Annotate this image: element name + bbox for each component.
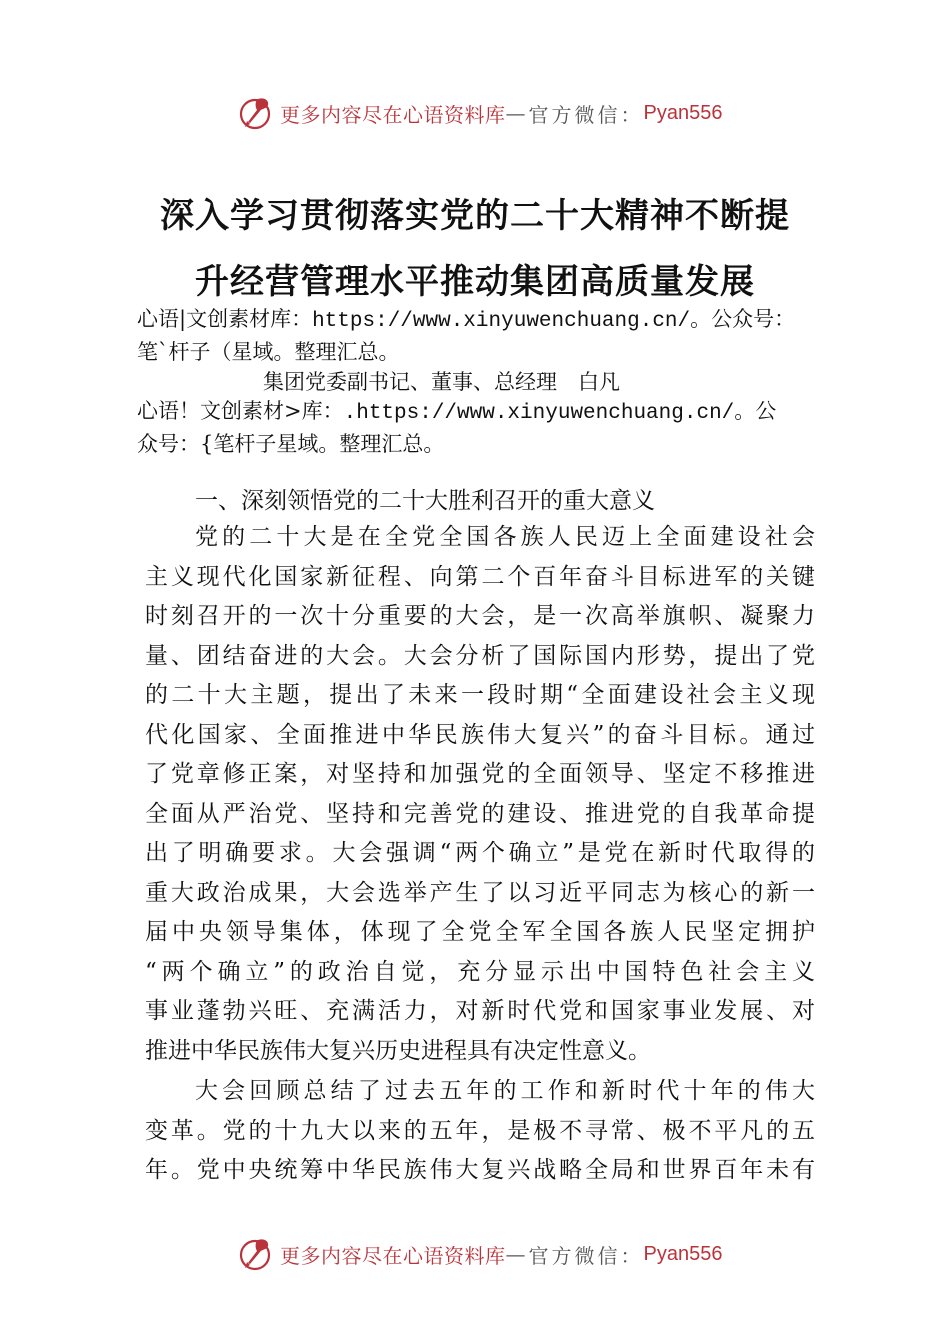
footer-banner bbox=[238, 1234, 738, 1274]
document-title-line-1: 深入学习贯彻落实党的二十大精神不断提 bbox=[160, 196, 790, 236]
banner-wechat-id: Pyan556 bbox=[643, 101, 723, 124]
paragraph-line: 事业蓬勃兴旺、充满活力，对新时代党和国家事业发展、对 bbox=[145, 998, 815, 1024]
pen-circle-logo-icon bbox=[238, 1236, 274, 1272]
source-note-1 bbox=[137, 304, 857, 367]
source-note-2 bbox=[137, 396, 857, 459]
source-url-1: https://www.xinyuwenchuang.cn/ bbox=[312, 310, 691, 333]
source-note-2-line-2: 众号：{笔杆子星域。整理汇总。 bbox=[137, 432, 445, 456]
banner-wechat-label: 官方微信： bbox=[528, 1243, 644, 1268]
paragraph-line: 时刻召开的一次十分重要的大会，是一次高举旗帜、凝聚力 bbox=[145, 603, 815, 629]
paragraph-line: 党的二十大是在全党全国各族人民迈上全面建设社会 bbox=[195, 524, 815, 550]
banner-dash: — bbox=[505, 1242, 529, 1266]
banner-slogan: 更多内容尽在心语资料库 bbox=[280, 1243, 506, 1268]
banner-wechat-label: 官方微信： bbox=[528, 102, 644, 127]
source-url-2: .https://www.xinyuwenchuang.cn/ bbox=[343, 402, 735, 425]
paragraph-1 bbox=[145, 518, 815, 1071]
paragraph-line: 年。党中央统筹中华民族伟大复兴战略全局和世界百年未有 bbox=[145, 1157, 815, 1183]
source-note-1-line-1: 心语|文创素材库：https://www.xinyuwenchuang.cn/。公众号： bbox=[137, 307, 796, 333]
paragraph-2 bbox=[145, 1072, 815, 1191]
source-note-1-line-2: 笔`杆子（星域。整理汇总。 bbox=[137, 340, 400, 364]
paragraph-line: 出了明确要求。大会强调“两个确立”是党在新时代取得的 bbox=[145, 840, 815, 866]
paragraph-line: 届中央领导集体，体现了全党全军全国各族人民坚定拥护 bbox=[145, 919, 815, 945]
paragraph-line: 了党章修正案，对坚持和加强党的全面领导、坚定不移推进 bbox=[145, 761, 815, 787]
paragraph-line: “两个确立”的政治自觉，充分显示出中国特色社会主义 bbox=[145, 958, 815, 985]
header-banner bbox=[238, 93, 738, 133]
author-line: 集团党委副书记、董事、总经理 白凡 bbox=[263, 370, 620, 394]
document-title-line-2: 升经营管理水平推动集团高质量发展 bbox=[195, 262, 755, 302]
paragraph-line: 主义现代化国家新征程、向第二个百年奋斗目标进军的关键 bbox=[145, 563, 815, 590]
paragraph-line: 全面从严治党、坚持和完善党的建设、推进党的自我革命提 bbox=[145, 800, 815, 827]
banner-wechat-id: Pyan556 bbox=[643, 1242, 723, 1265]
paragraph-line: 重大政治成果，大会选举产生了以习近平同志为核心的新一 bbox=[145, 879, 815, 906]
paragraph-line: 量、团结奋进的大会。大会分析了国际国内形势，提出了党 bbox=[145, 642, 815, 669]
paragraph-line: 代化国家、全面推进中华民族伟大复兴”的奋斗目标。通过 bbox=[145, 721, 815, 748]
paragraph-line: 推进中华民族伟大复兴历史进程具有决定性意义。 bbox=[145, 1037, 651, 1064]
paragraph-line: 大会回顾总结了过去五年的工作和新时代十年的伟大 bbox=[195, 1078, 815, 1104]
pen-circle-logo-icon bbox=[238, 95, 274, 131]
banner-dash: — bbox=[505, 101, 529, 125]
section-heading: 一、深刻领悟党的二十大胜利召开的重大意义 bbox=[195, 488, 655, 514]
paragraph-line: 变革。党的十九大以来的五年，是极不寻常、极不平凡的五 bbox=[145, 1117, 815, 1144]
source-note-2-line-1: 心语！文创素材>库：.https://www.xinyuwenchuang.cn/。公 bbox=[137, 399, 777, 425]
banner-slogan: 更多内容尽在心语资料库 bbox=[280, 102, 506, 127]
paragraph-line: 的二十大主题，提出了未来一段时期“全面建设社会主义现 bbox=[145, 682, 815, 708]
